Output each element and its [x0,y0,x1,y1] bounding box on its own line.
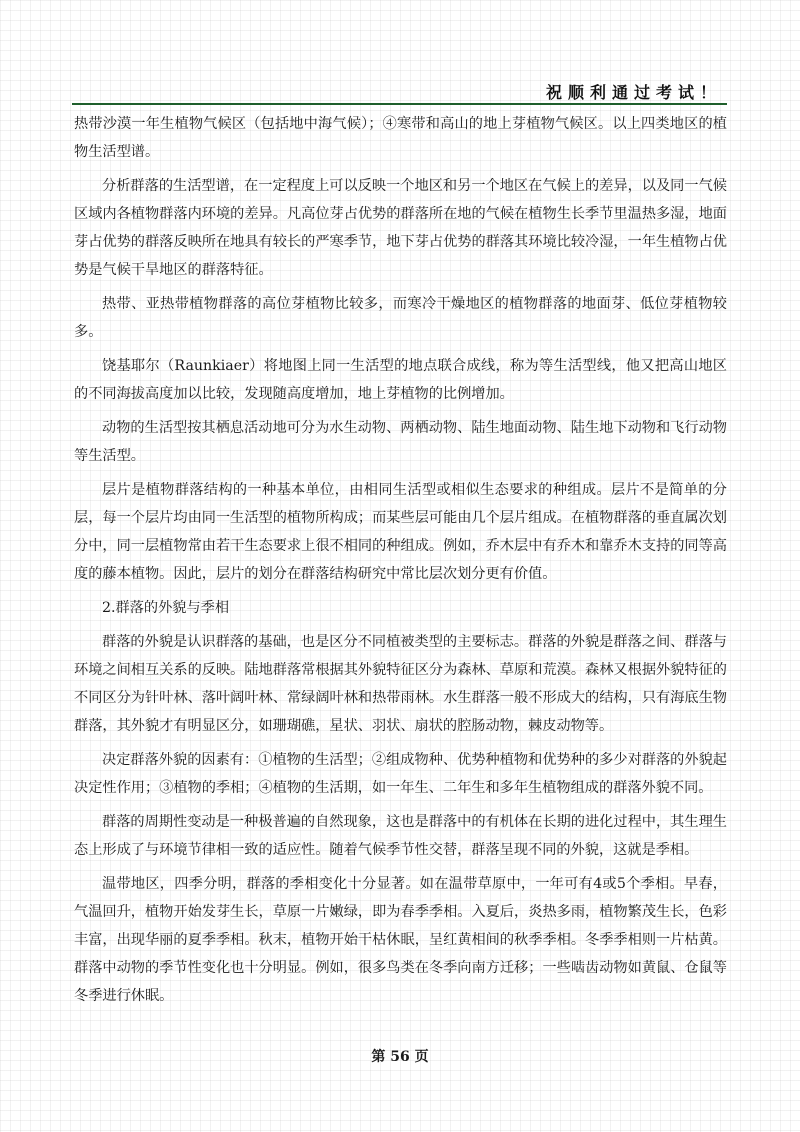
header-divider [72,103,727,105]
paragraph: 热带、亚热带植物群落的高位芽植物比较多，而寒冷干燥地区的植物群落的地面芽、低位芽植物较多。 [74,296,727,340]
paragraph: 分析群落的生活型谱，在一定程度上可以反映一个地区和另一个地区在气候上的差异，以及同一气候区域内各植物群落内环境的差异。凡高位芽占优势的群落所在地的气候在植物生长季节里温热多湿，地面芽占优势的群落反映所在地具有较长的严寒季节，地下芽占优势的群落其环境比较冷湿，一年生植物占优势是气候干旱地区的群落特征。 [74,178,727,278]
section-heading: 2.群落的外貌与季相 [102,600,230,616]
paragraph: 群落的周期性变动是一种极普遍的自然现象，这也是群落中的有机体在长期的进化过程中，其生理生态上形成了与环境节律相一致的适应性。随着气候季节性交替，群落呈现不同的外貌，这就是季相。 [74,814,727,858]
paragraph: 动物的生活型按其栖息活动地可分为水生动物、两栖动物、陆生地面动物、陆生地下动物和飞行动物等生活型。 [74,420,727,464]
paragraph: 群落的外貌是认识群落的基础，也是区分不同植被类型的主要标志。群落的外貌是群落之间、群落与环境之间相互关系的反映。陆地群落常根据其外貌特征区分为森林、草原和荒漠。森林又根据外貌特征的不同区分为针叶林、落叶阔叶林、常绿阔叶林和热带雨林。水生群落一般不形成大的结构，只有海底生物群落，其外貌才有明显区分，如珊瑚礁，星状、羽状、扇状的腔肠动物，棘皮动物等。 [74,634,727,734]
paragraph: 温带地区，四季分明，群落的季相变化十分显著。如在温带草原中，一年可有4或5个季相。早春，气温回升，植物开始发芽生长，草原一片嫩绿，即为春季季相。入夏后，炎热多雨，植物繁茂生长，色彩丰富，出现华丽的夏季季相。秋末，植物开始干枯休眠，呈红黄相间的秋季季相。冬季季相则一片枯黄。群落中动物的季节性变化也十分明显。例如，很多鸟类在冬季向南方迁移；一些啮齿动物如黄鼠、仓鼠等冬季进行休眠。 [74,876,727,1004]
page-content [74,110,727,1016]
paragraph: 层片是植物群落结构的一种基本单位，由相同生活型或相似生态要求的种组成。层片不是简单的分层，每一个层片均由同一生活型的植物所构成；而某些层可能由几个层片组成。在植物群落的垂直属次划分中，同一层植物常由若干生态要求上很不相同的种组成。例如，乔木层中有乔木和靠乔木支持的同等高度的藤本植物。因此，层片的划分在群落结构研究中常比层次划分更有价值。 [74,482,727,582]
paragraph: 热带沙漠一年生植物气候区（包括地中海气候）；④寒带和高山的地上芽植物气候区。以上四类地区的植物生活型谱。 [74,116,727,160]
page-number: 第 56 页 [371,1049,429,1065]
header-title: 祝顺利通过考试！ [545,83,722,102]
paragraph: 决定群落外貌的因素有：①植物的生活型；②组成物种、优势种植物和优势种的多少对群落的外貌起决定性作用；③植物的季相；④植物的生活期，如一年生、二年生和多年生植物组成的群落外貌不同。 [74,752,727,796]
paragraph: 饶基耶尔（Raunkiaer）将地图上同一生活型的地点联合成线，称为等生活型线，他又把高山地区的不同海拔高度加以比较，发现随高度增加，地上芽植物的比例增加。 [74,358,727,402]
